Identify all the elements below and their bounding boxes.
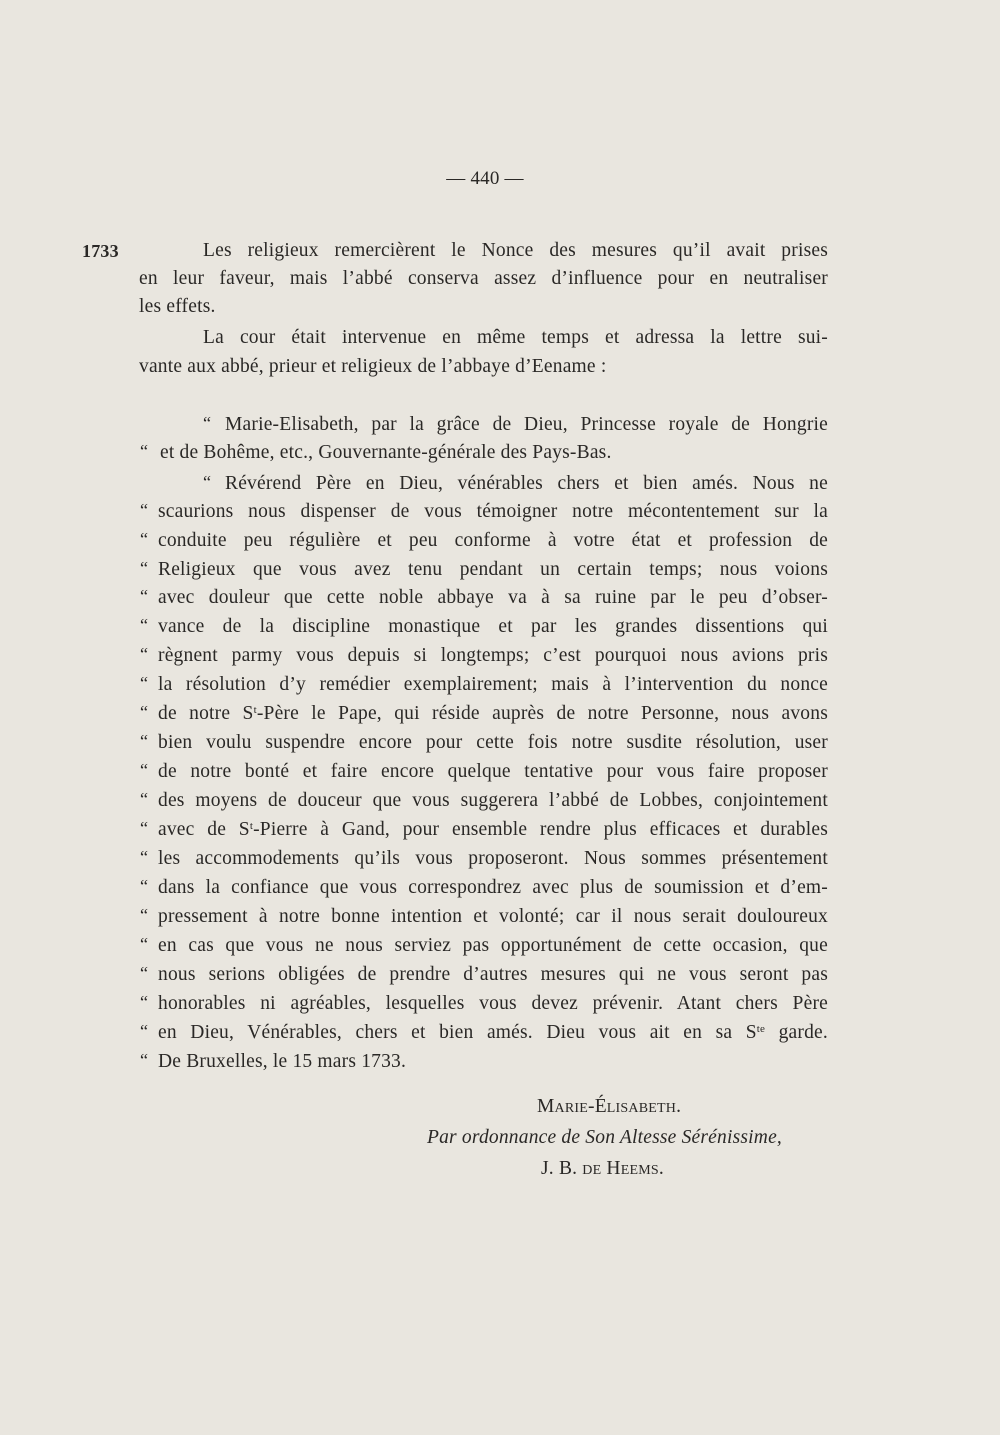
quote-mark: “ [140, 441, 148, 461]
letter-line: en Dieu, Vénérables, chers et bien amés. Dieu vous ait en sa $S^{te}$ garde. [158, 1022, 828, 1043]
para2-line-1: La cour était intervenue en même temps et adressa la lettre sui- [203, 327, 828, 348]
quote-mark: “ [203, 472, 211, 492]
quote-mark: “ [140, 615, 148, 635]
letter-line: des moyens de douceur que vous suggerera l’abbé de Lobbes, conjointement [158, 790, 828, 811]
page-number: — 440 — [446, 168, 524, 189]
quote-mark: “ [140, 789, 148, 809]
letter-line: avec douleur que cette noble abbaye va à sa ruine par le peu d’obser- [158, 587, 828, 608]
quote-mark: “ [140, 963, 148, 983]
letter-line: de notre $S^t$-Père le Pape, qui réside auprès de notre Personne, nous avons [158, 703, 828, 724]
quote-mark: “ [140, 818, 148, 838]
quote-mark: “ [140, 702, 148, 722]
signature-secretary: J. B. de Heems. [541, 1158, 664, 1179]
quote-mark: “ [140, 934, 148, 954]
letter-line: dans la confiance que vous correspondrez avec plus de soumission et d’em- [158, 877, 828, 898]
quote-mark: “ [140, 760, 148, 780]
letter-line: la résolution d’y remédier exemplairement; mais à l’intervention du nonce [158, 674, 828, 695]
quote-mark: “ [140, 1021, 148, 1041]
quote-mark: “ [140, 529, 148, 549]
letter-line: Religieux que vous avez tenu pendant un certain temps; nous voions [158, 559, 828, 580]
letter-line: règnent parmy vous depuis si longtemps; c’est pourquoi nous avions pris [158, 645, 828, 666]
letter-line: en cas que vous ne nous serviez pas opportunément de cette occasion, que [158, 935, 828, 956]
letter-line: les accommodements qu’ils vous proposeront. Nous sommes présentement [158, 848, 828, 869]
quote-mark: “ [140, 673, 148, 693]
letter-salutation-1: Marie-Elisabeth, par la grâce de Dieu, Princesse royale de Hongrie [225, 414, 828, 435]
signature-name: Marie-Élisabeth. [537, 1096, 682, 1117]
letter-line: vance de la discipline monastique et par les grandes dissentions qui [158, 616, 828, 637]
intro-line-3: les effets. [139, 296, 216, 317]
letter-salutation-2: et de Bohême, etc., Gouvernante-générale des Pays-Bas. [160, 442, 612, 463]
intro-line-1: Les religieux remercièrent le Nonce des mesures qu’il avait prises [203, 240, 828, 261]
letter-line: nous serions obligées de prendre d’autres mesures qui ne vous seront pas [158, 964, 828, 985]
quote-mark: “ [140, 847, 148, 867]
quote-mark: “ [140, 1050, 148, 1070]
letter-line: bien voulu suspendre encore pour cette fois notre susdite résolution, user [158, 732, 828, 753]
quote-mark: “ [140, 500, 148, 520]
letter-line: avec de $S^t$-Pierre à Gand, pour ensemble rendre plus efficaces et durables [158, 819, 828, 840]
letter-line: conduite peu régulière et peu conforme à votre état et profession de [158, 530, 828, 551]
quote-mark: “ [140, 586, 148, 606]
quote-mark: “ [140, 905, 148, 925]
letter-closing: De Bruxelles, le 15 mars 1733. [158, 1051, 407, 1072]
letter-line: Révérend Père en Dieu, vénérables chers et bien amés. Nous ne [225, 473, 828, 494]
letter-line: scaurions nous dispenser de vous témoigner notre mécontentement sur la [158, 501, 828, 522]
quote-mark: “ [203, 413, 211, 433]
quote-mark: “ [140, 731, 148, 751]
quote-mark: “ [140, 558, 148, 578]
letter-line: honorables ni agréables, lesquelles vous devez prévenir. Atant chers Père [158, 993, 828, 1014]
quote-mark: “ [140, 644, 148, 664]
signature-order: Par ordonnance de Son Altesse Sérénissime, [427, 1127, 783, 1148]
quote-mark: “ [140, 992, 148, 1012]
letter-line: pressement à notre bonne intention et volonté; car il nous serait douloureux [158, 906, 828, 927]
margin-year: 1733 [82, 241, 119, 261]
letter-line: de notre bonté et faire encore quelque tentative pour vous faire proposer [158, 761, 828, 782]
intro-line-2: en leur faveur, mais l’abbé conserva assez d’influence pour en neutraliser [139, 268, 828, 289]
para2-line-2: vante aux abbé, prieur et religieux de l’abbaye d’Eename : [139, 356, 607, 377]
quote-mark: “ [140, 876, 148, 896]
